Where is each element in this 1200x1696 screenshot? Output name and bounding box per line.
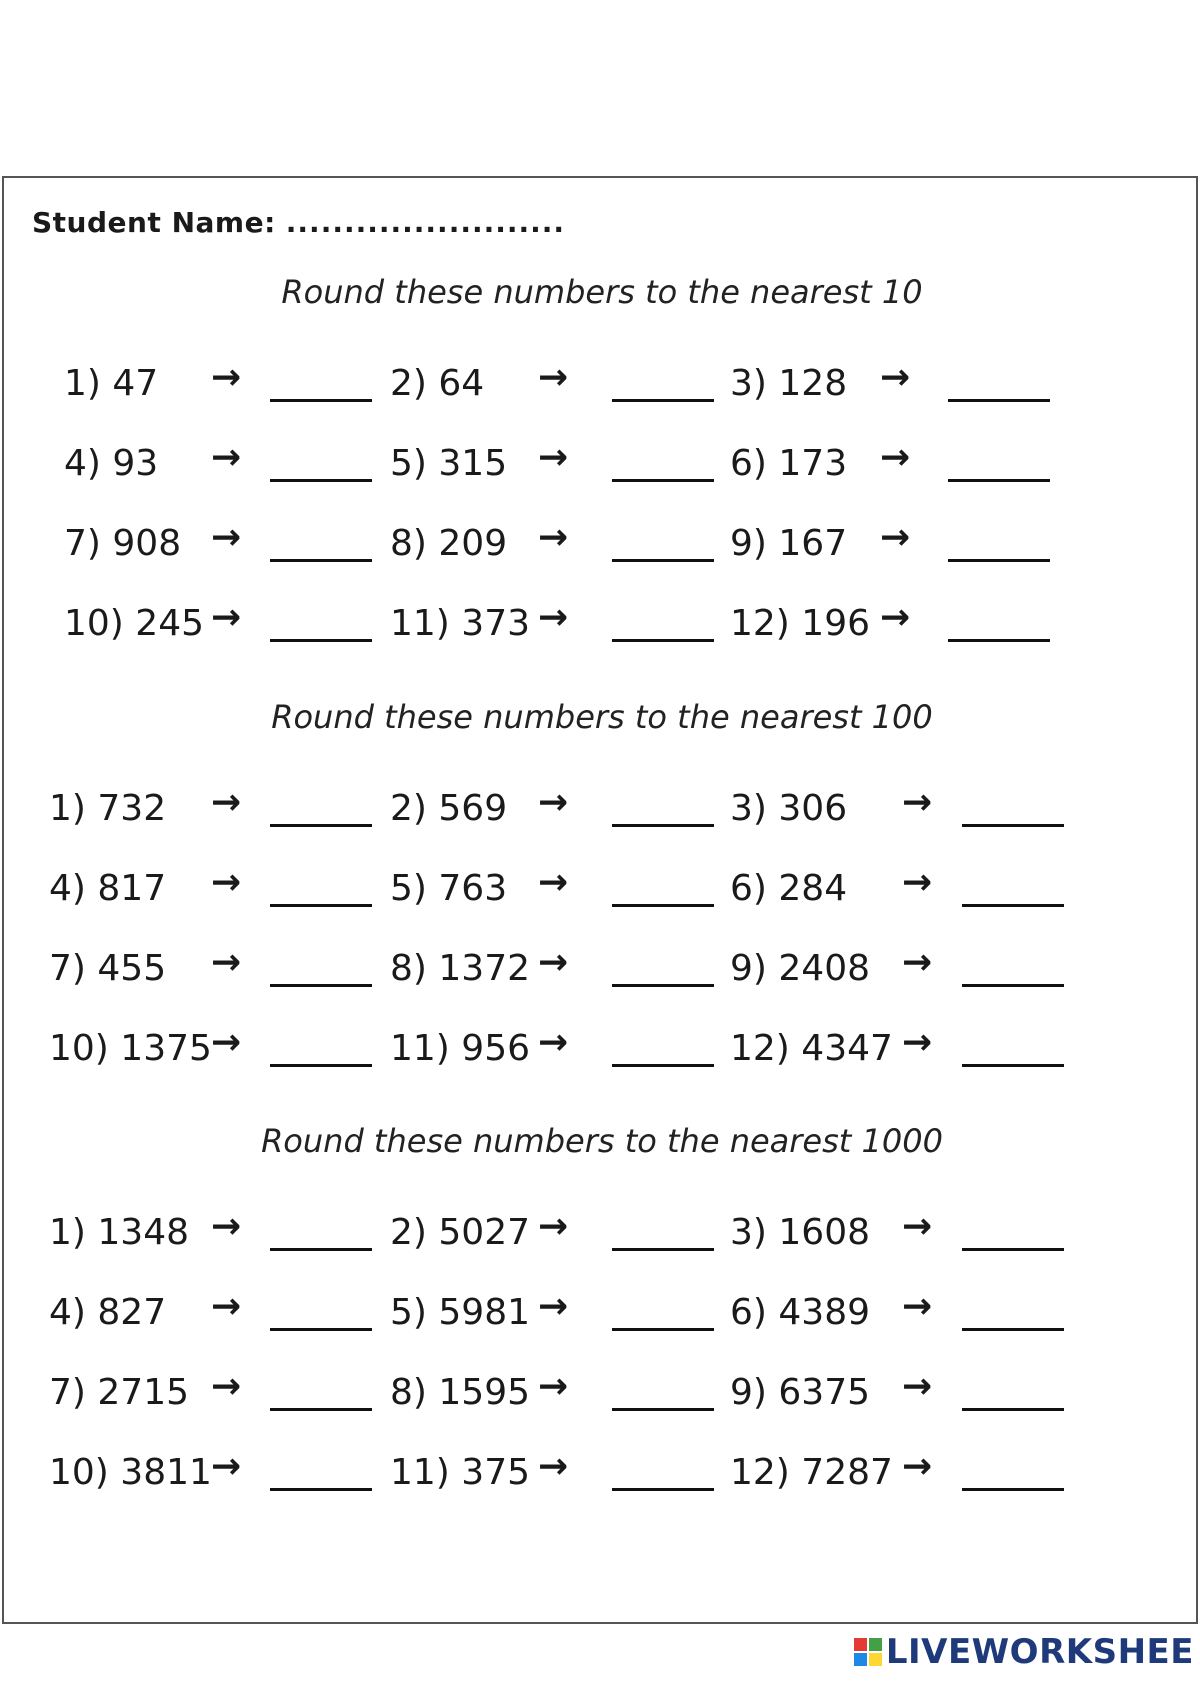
problem-label: 10) 245 bbox=[64, 603, 205, 644]
answer-blank[interactable] bbox=[962, 984, 1064, 987]
answer-blank[interactable] bbox=[948, 559, 1050, 562]
problem-label: 5) 5981 bbox=[390, 1292, 531, 1333]
section-heading: Round these numbers to the nearest 10 bbox=[281, 273, 923, 311]
problem-label: 9) 6375 bbox=[730, 1372, 871, 1413]
student-name-field[interactable]: ........................ bbox=[285, 206, 566, 239]
arrow-icon: → bbox=[538, 1446, 569, 1487]
answer-blank[interactable] bbox=[612, 559, 714, 562]
arrow-icon: → bbox=[211, 862, 242, 903]
problem-row bbox=[4, 1284, 1200, 1344]
answer-blank[interactable] bbox=[948, 639, 1050, 642]
arrow-icon: → bbox=[211, 782, 242, 823]
answer-blank[interactable] bbox=[612, 1408, 714, 1411]
answer-blank[interactable] bbox=[270, 984, 372, 987]
problem-label: 2) 5027 bbox=[390, 1212, 531, 1253]
arrow-icon: → bbox=[211, 1446, 242, 1487]
problem-label: 12) 196 bbox=[730, 603, 871, 644]
arrow-icon: → bbox=[880, 597, 911, 638]
worksheet bbox=[2, 176, 1198, 1624]
arrow-icon: → bbox=[538, 357, 569, 398]
arrow-icon: → bbox=[538, 1366, 569, 1407]
answer-blank[interactable] bbox=[962, 1488, 1064, 1491]
problem-label: 10) 3811 bbox=[49, 1452, 212, 1493]
problem-label: 7) 2715 bbox=[49, 1372, 190, 1413]
problem-row bbox=[4, 780, 1200, 840]
answer-blank[interactable] bbox=[612, 904, 714, 907]
answer-blank[interactable] bbox=[612, 1064, 714, 1067]
problem-label: 3) 306 bbox=[730, 788, 848, 829]
arrow-icon: → bbox=[880, 437, 911, 478]
answer-blank[interactable] bbox=[962, 1328, 1064, 1331]
answer-blank[interactable] bbox=[270, 1064, 372, 1067]
problem-label: 4) 827 bbox=[49, 1292, 167, 1333]
answer-blank[interactable] bbox=[270, 399, 372, 402]
problem-label: 7) 455 bbox=[49, 948, 167, 989]
arrow-icon: → bbox=[902, 1446, 933, 1487]
arrow-icon: → bbox=[538, 1206, 569, 1247]
arrow-icon: → bbox=[538, 942, 569, 983]
answer-blank[interactable] bbox=[270, 1328, 372, 1331]
arrow-icon: → bbox=[211, 357, 242, 398]
problem-row bbox=[4, 1020, 1200, 1080]
problem-label: 7) 908 bbox=[64, 523, 182, 564]
arrow-icon: → bbox=[211, 1286, 242, 1327]
problem-row bbox=[4, 595, 1200, 655]
answer-blank[interactable] bbox=[962, 904, 1064, 907]
problem-label: 8) 209 bbox=[390, 523, 508, 564]
answer-blank[interactable] bbox=[962, 1408, 1064, 1411]
problem-label: 11) 375 bbox=[390, 1452, 531, 1493]
answer-blank[interactable] bbox=[270, 1408, 372, 1411]
problem-label: 3) 128 bbox=[730, 363, 848, 404]
answer-blank[interactable] bbox=[270, 559, 372, 562]
problem-label: 2) 64 bbox=[390, 363, 485, 404]
arrow-icon: → bbox=[880, 517, 911, 558]
problem-label: 9) 2408 bbox=[730, 948, 871, 989]
arrow-icon: → bbox=[538, 862, 569, 903]
arrow-icon: → bbox=[902, 1286, 933, 1327]
student-name-line bbox=[32, 206, 565, 239]
problem-label: 10) 1375 bbox=[49, 1028, 212, 1069]
problem-label: 11) 373 bbox=[390, 603, 531, 644]
arrow-icon: → bbox=[538, 782, 569, 823]
arrow-icon: → bbox=[211, 942, 242, 983]
liveworksheets-logo-icon bbox=[854, 1638, 882, 1666]
section-heading: Round these numbers to the nearest 1000 bbox=[261, 1122, 943, 1160]
answer-blank[interactable] bbox=[962, 824, 1064, 827]
problem-label: 3) 1608 bbox=[730, 1212, 871, 1253]
problem-label: 12) 4347 bbox=[730, 1028, 893, 1069]
arrow-icon: → bbox=[211, 437, 242, 478]
answer-blank[interactable] bbox=[612, 824, 714, 827]
arrow-icon: → bbox=[902, 942, 933, 983]
arrow-icon: → bbox=[211, 597, 242, 638]
problem-label: 5) 763 bbox=[390, 868, 508, 909]
problem-label: 8) 1372 bbox=[390, 948, 531, 989]
problem-label: 1) 732 bbox=[49, 788, 167, 829]
answer-blank[interactable] bbox=[948, 479, 1050, 482]
arrow-icon: → bbox=[902, 862, 933, 903]
answer-blank[interactable] bbox=[270, 479, 372, 482]
answer-blank[interactable] bbox=[612, 1248, 714, 1251]
answer-blank[interactable] bbox=[270, 824, 372, 827]
answer-blank[interactable] bbox=[612, 479, 714, 482]
problem-row bbox=[4, 1364, 1200, 1424]
problem-label: 1) 47 bbox=[64, 363, 159, 404]
answer-blank[interactable] bbox=[612, 984, 714, 987]
arrow-icon: → bbox=[902, 1366, 933, 1407]
problem-row bbox=[4, 1444, 1200, 1504]
answer-blank[interactable] bbox=[270, 1248, 372, 1251]
student-name-label: Student Name: bbox=[32, 206, 276, 239]
answer-blank[interactable] bbox=[612, 1328, 714, 1331]
section-heading: Round these numbers to the nearest 100 bbox=[271, 698, 933, 736]
problem-row bbox=[4, 355, 1200, 415]
answer-blank[interactable] bbox=[612, 1488, 714, 1491]
problem-row bbox=[4, 515, 1200, 575]
answer-blank[interactable] bbox=[962, 1064, 1064, 1067]
answer-blank[interactable] bbox=[612, 399, 714, 402]
arrow-icon: → bbox=[538, 517, 569, 558]
answer-blank[interactable] bbox=[270, 639, 372, 642]
problem-label: 5) 315 bbox=[390, 443, 508, 484]
problem-label: 2) 569 bbox=[390, 788, 508, 829]
liveworksheets-brand bbox=[854, 1632, 1194, 1672]
arrow-icon: → bbox=[902, 1206, 933, 1247]
arrow-icon: → bbox=[538, 1286, 569, 1327]
answer-blank[interactable] bbox=[270, 1488, 372, 1491]
answer-blank[interactable] bbox=[612, 639, 714, 642]
arrow-icon: → bbox=[538, 1022, 569, 1063]
problem-label: 8) 1595 bbox=[390, 1372, 531, 1413]
arrow-icon: → bbox=[902, 782, 933, 823]
arrow-icon: → bbox=[211, 1206, 242, 1247]
arrow-icon: → bbox=[211, 1022, 242, 1063]
arrow-icon: → bbox=[211, 517, 242, 558]
arrow-icon: → bbox=[538, 597, 569, 638]
brand-text: LIVEWORKSHEE bbox=[885, 1632, 1194, 1672]
problem-label: 4) 93 bbox=[64, 443, 159, 484]
arrow-icon: → bbox=[902, 1022, 933, 1063]
answer-blank[interactable] bbox=[948, 399, 1050, 402]
problem-row bbox=[4, 860, 1200, 920]
problem-row bbox=[4, 1204, 1200, 1264]
answer-blank[interactable] bbox=[270, 904, 372, 907]
problem-label: 4) 817 bbox=[49, 868, 167, 909]
arrow-icon: → bbox=[211, 1366, 242, 1407]
arrow-icon: → bbox=[538, 437, 569, 478]
problem-label: 1) 1348 bbox=[49, 1212, 190, 1253]
problem-label: 11) 956 bbox=[390, 1028, 531, 1069]
problem-label: 6) 284 bbox=[730, 868, 848, 909]
problem-row bbox=[4, 940, 1200, 1000]
problem-row bbox=[4, 435, 1200, 495]
problem-label: 9) 167 bbox=[730, 523, 848, 564]
arrow-icon: → bbox=[880, 357, 911, 398]
answer-blank[interactable] bbox=[962, 1248, 1064, 1251]
problem-label: 6) 4389 bbox=[730, 1292, 871, 1333]
problem-label: 6) 173 bbox=[730, 443, 848, 484]
problem-label: 12) 7287 bbox=[730, 1452, 893, 1493]
